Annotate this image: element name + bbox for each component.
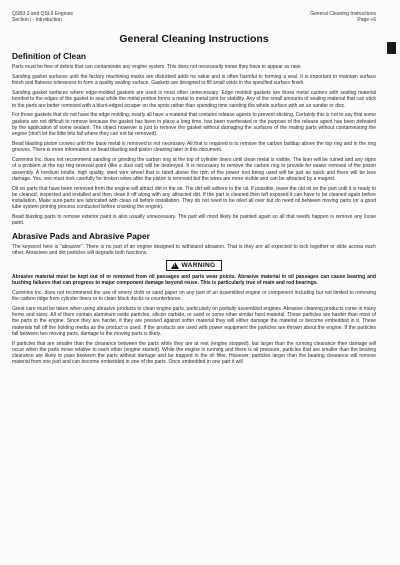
page-header xyxy=(12,11,376,23)
header-left xyxy=(12,11,73,23)
header-page-number: Page i-6 xyxy=(357,17,376,24)
abrasive-paragraph: If particles that are smaller than the clearance between the parts while they are at rest (engine stopped), but larger than the running clearance then damage will occur when the parts move relative to each other (engine started). While the engine is running and there is oil pressure, particles that are smaller than the bearing clearance are likely to pass between the parts without damage and be trapped in the oil filter. However, particles larger than the bearing clearance will remove material from one part and can become embedded in one of the parts. Once embedded in one part it will xyxy=(12,340,376,366)
warning-text: Abrasive material must be kept out of or removed from oil passages and parts wear points. Abrasive material in oil passages can cause bearing and bushing failures that can progress to major component damage beyond reuse. This is particularly true of main and rod bearings. xyxy=(12,273,376,286)
warning-triangle-icon xyxy=(171,262,179,269)
document-page xyxy=(12,11,376,369)
definition-paragraph: Bead blasting piston crowns until the base metal is removed is not necessary. All that is required is to remove the carbon buildup above the top ring and in the ring grooves. There is more information on bead blasting and piston cleaning later in this document. xyxy=(12,140,376,154)
abrasive-intro: The keyword here is "abrasive". There is no part of an engine designed to withstand abrasion. That is they are all expected to lock together or slide across each other. Abrasives and dirt particles will degrade both functions. xyxy=(12,243,376,256)
warning-label: WARNING xyxy=(181,261,216,269)
definition-paragraph: Parts must be free of debris that can contaminate any engine system. This does not necessarily mean they have to appear as new. xyxy=(12,64,302,71)
definition-paragraph: Sanding gasket surfaces until the factory machining marks are disturbed adds no value and is often harmful to forming a seal. It is important to maintain surface finish and flatness tolerances to form a quality sealing surface. Gaskets are designed to fill small voids in the specified surface finish. xyxy=(12,74,376,87)
definition-paragraph: Cummins Inc. does not recommend sanding or grinding the carbon ring at the top of cylinder liners until clean metal is visible. The liner will be ruined and any signs of a problem at the top ring reversal point (like a dust out) will be destroyed. It is necessary to remove the carbon ring to provide for easier removal of the piston assembly. A medium bristle, high quality, steel wire wheel that is rated above the rpm of the power tool being used will be just as quick and there will be less damage. Yes, one must look carefully for broken wires after the piston is removed but the wires are more visible and can be attracted by a magnet. xyxy=(12,156,376,182)
warning-banner xyxy=(12,260,376,271)
header-right xyxy=(310,11,376,23)
definition-paragraph: For those gaskets that do not have the edge molding, nearly all have a material that contains release agents to prevent sticking. Certainly this is not to say that some gaskets are not difficult to remove because the gasket has been in place a long time, has been overheated or the purpose of the release agent has been defeated by the application of some sealant. The object however is just to remove the gasket without damaging the surfaces of the mating parts without contaminating the engine (don't let the little bits fall where they can not be removed). xyxy=(12,112,376,138)
definition-paragraph: Sanding gasket surfaces where edge-molded gaskets are used is most often unnecessary. Edge molded gaskets are those metal carriers with sealing material bonded to the edges of the gasket to seal while the metal portion forms a metal to metal joint for stability. Any of the small amounts of sealing material that can stick to the parts are better removed with a blunt-edged scraper on the spots rather than spending time sanding the whole surface with an air sander or disc. xyxy=(12,90,376,109)
abrasive-heading: Abrasive Pads and Abrasive Paper xyxy=(12,230,150,241)
section-tab-marker xyxy=(387,42,396,54)
definition-paragraph: Oil on parts that have been removed from the engine will attract dirt in the air. The dirt will adhere to the oil. If possible, leave the old oil on the part until it is ready to be cleaned, inspected and installed and then clean it off along with any attracted dirt. If the part is cleaned then left exposed it can have to be cleaned again before installation. Make sure parts are lubricated with clean oil before installation. They do not need to be oiled all over but do need oil between moving parts (or a good lube system priming process conducted before cranking the engine). xyxy=(12,185,376,211)
abrasive-paragraph: Cummins Inc. does not recommend the use of emery cloth or sand paper on any part of an assembled engine or component including but not limited to removing the carbon ridge from cylinder liners or to clean block decks or counterbores. xyxy=(12,289,376,302)
abrasive-paragraph: Great care must be taken when using abrasive products to clean engine parts, particularly on partially assembled engines. Abrasive cleaning products come in many forms and sizes. All of them contain aluminum oxide particles, silicon carbide, or sand or some other similar hard material. These particles are harder than most of the parts in the engine. Since they are harder, if they are pressed against softer material they will either damage the material or become embedded in it. These materials fall off the holding media as the product is used. If the products are used with power equipment the particles are thrown about the engine. If the particles fall between two moving parts, damage to the moving parts is likely. xyxy=(12,305,376,337)
warning-box xyxy=(166,260,223,271)
header-topic: General Cleaning Instructions xyxy=(310,11,376,17)
header-section: Section i - Introduction xyxy=(12,17,62,24)
definition-heading: Definition of Clean xyxy=(12,51,86,62)
definition-paragraph: Bead blasting parts to remove exterior paint is also usually unnecessary. The part will most likely be painted again so all that needs happen is remove any loose paint. xyxy=(12,214,376,227)
page-title: General Cleaning Instructions xyxy=(119,33,269,46)
header-engine-model: QSB3.3 and QSL9 Engines xyxy=(12,11,73,17)
